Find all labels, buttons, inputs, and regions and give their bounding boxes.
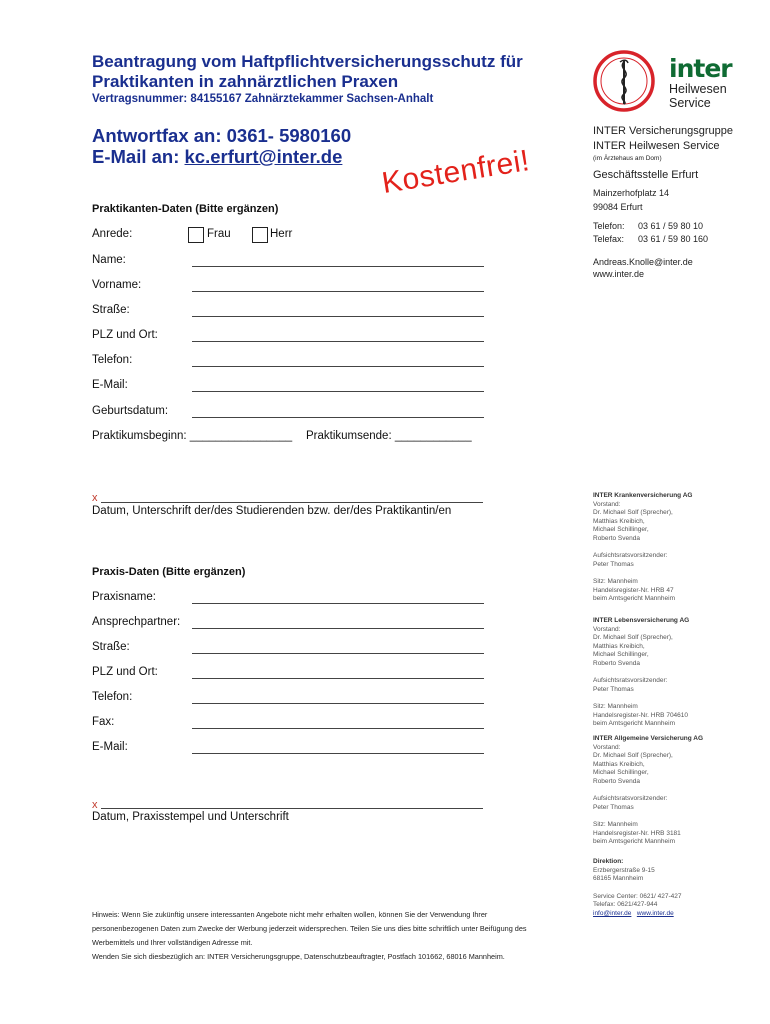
- contact-group: INTER Versicherungsgruppe: [593, 125, 734, 137]
- salutation-row: [92, 228, 492, 244]
- privacy-notice-line: personenbezogenen Daten zum Zwecke der Werbung jederzeit widersprechen. Teilen Sie uns dies bitte schriftlich unter Beifügung des: [92, 924, 527, 933]
- contact-email[interactable]: Andreas.Knolle@inter.de: [593, 257, 693, 267]
- field-label: PLZ und Ort:: [92, 329, 158, 341]
- checkbox-herr[interactable]: [252, 227, 268, 243]
- field-line[interactable]: [192, 703, 484, 704]
- privacy-notice-line: Werbemittels und Ihrer vollständigen Adresse mit.: [92, 938, 253, 947]
- direktion-city: 68165 Mannheim: [593, 875, 644, 882]
- legal-line: Roberto Svenda: [593, 534, 640, 542]
- legal-line: Sitz: Mannheim: [593, 821, 638, 828]
- direktion-web-link[interactable]: www.inter.de: [636, 909, 674, 917]
- direktion-telefax: Telefax: 0621/427-944: [593, 901, 658, 908]
- checkbox-frau[interactable]: [188, 227, 204, 243]
- field-label: Telefon:: [92, 691, 133, 703]
- contract-number: Vertragsnummer: 84155167 Zahnärztekammer Sachsen-Anhalt: [92, 93, 434, 105]
- privacy-notice-line: Hinweis: Wenn Sie zukünftig unsere interessanten Angebote nicht mehr erhalten wollen, können Sie der Verwendung Ihrer: [92, 910, 488, 919]
- field-label: PLZ und Ort:: [92, 666, 158, 678]
- privacy-notice: [92, 908, 562, 964]
- logo-line-service: Service: [669, 96, 711, 110]
- legal-line: beim Amtsgericht Mannheim: [593, 838, 676, 845]
- field-line[interactable]: [192, 678, 484, 679]
- field-line[interactable]: [192, 291, 484, 292]
- practice-section-title: Praxis-Daten (Bitte ergänzen): [92, 566, 246, 578]
- legal-line: Peter Thomas: [593, 803, 634, 811]
- legal-block-kranken: [593, 492, 763, 604]
- legal-block-allgemeine: [593, 735, 763, 847]
- legal-label: Vorstand:: [593, 743, 621, 751]
- contact-office: Geschäftsstelle Erfurt: [593, 169, 699, 181]
- direktion-block: [593, 858, 763, 918]
- practice-signature-line[interactable]: [101, 808, 483, 809]
- legal-company: INTER Allgemeine Versicherung AG: [593, 735, 704, 742]
- contact-web[interactable]: www.inter.de: [593, 269, 645, 279]
- privacy-notice-line: Wenden Sie sich diesbezüglich an: INTER Versicherungsgruppe, Datenschutzbeauftragter, Postfach 101662, 68016 Mannheim.: [92, 952, 505, 961]
- document-title: Beantragung vom Haftpflichtversicherungsschutz für Praktikanten in zahnärztlichen Praxen: [92, 52, 523, 91]
- legal-line: Matthias Kreibich,: [593, 760, 645, 768]
- reply-email-line: [92, 146, 342, 168]
- practice-field-plz-ort[interactable]: [92, 666, 492, 682]
- caduceus-icon: [593, 50, 655, 112]
- field-label: Straße:: [92, 641, 130, 653]
- field-line[interactable]: [192, 653, 484, 654]
- legal-line: Handelsregister-Nr. HRB 47: [593, 586, 674, 594]
- legal-company: INTER Krankenversicherung AG: [593, 492, 693, 499]
- intern-field-telefon[interactable]: [92, 354, 492, 370]
- contact-city: 99084 Erfurt: [593, 202, 643, 212]
- legal-line: Michael Schillinger,: [593, 651, 649, 658]
- practice-signature-mark: x: [92, 799, 98, 811]
- legal-line: beim Amtsgericht Mannheim: [593, 720, 676, 727]
- intern-field-name[interactable]: [92, 254, 492, 270]
- practice-field-ansprechpartner[interactable]: [92, 616, 492, 632]
- intern-section-title: Praktikanten-Daten (Bitte ergänzen): [92, 203, 279, 215]
- direktion-service-center: Service Center: 0621/ 427-427: [593, 892, 682, 900]
- legal-line: Matthias Kreibich,: [593, 517, 645, 525]
- contact-phone-label: Telefon:: [593, 221, 625, 231]
- field-label: Ansprechpartner:: [92, 616, 181, 628]
- direktion-label: Direktion:: [593, 858, 624, 865]
- intern-signature-line[interactable]: [101, 502, 483, 503]
- reply-fax: Antwortfax an: 0361- 5980160: [92, 125, 352, 146]
- free-of-charge-stamp: Kostenfrei!: [379, 144, 532, 201]
- practice-field-email[interactable]: [92, 741, 492, 757]
- field-line[interactable]: [192, 341, 484, 342]
- field-label: Telefon:: [92, 354, 133, 366]
- field-line[interactable]: [192, 316, 484, 317]
- field-label: Fax:: [92, 716, 115, 728]
- legal-line: Roberto Svenda: [593, 659, 640, 667]
- inter-logo: [593, 50, 743, 114]
- contact-fax: 03 61 / 59 80 160: [638, 234, 709, 244]
- contact-service: INTER Heilwesen Service: [593, 140, 720, 152]
- field-label: E-Mail:: [92, 379, 128, 391]
- legal-company: INTER Lebensversicherung AG: [593, 617, 690, 624]
- field-label: Geburtsdatum:: [92, 405, 169, 417]
- legal-label: Vorstand:: [593, 500, 621, 508]
- legal-line: Matthias Kreibich,: [593, 642, 645, 650]
- field-line[interactable]: [192, 266, 484, 267]
- legal-label: Aufsichtsratsvorsitzender:: [593, 677, 668, 684]
- field-line[interactable]: [192, 391, 484, 392]
- field-line[interactable]: [192, 603, 484, 604]
- legal-line: Peter Thomas: [593, 560, 634, 568]
- legal-line: Peter Thomas: [593, 685, 634, 693]
- field-line[interactable]: [192, 366, 484, 367]
- salutation-label: Anrede:: [92, 228, 133, 240]
- practice-field-strasse[interactable]: [92, 641, 492, 657]
- inter-brand: inter: [669, 54, 732, 83]
- legal-line: Handelsregister-Nr. HRB 3181: [593, 829, 681, 837]
- practice-signature-caption: Datum, Praxisstempel und Unterschrift: [92, 811, 289, 823]
- intern-field-strasse[interactable]: [92, 304, 492, 320]
- intern-signature-caption: Datum, Unterschrift der/des Studierenden bzw. der/des Praktikantin/en: [92, 505, 452, 517]
- internship-start-field[interactable]: Praktikumsbeginn: ________________: [92, 430, 293, 442]
- practice-field-fax[interactable]: [92, 716, 492, 732]
- field-label: Straße:: [92, 304, 130, 316]
- field-line[interactable]: [192, 753, 484, 754]
- legal-line: Michael Schillinger,: [593, 526, 649, 533]
- checkbox-herr-label: Herr: [270, 228, 293, 240]
- intern-field-plz-ort[interactable]: [92, 329, 492, 345]
- contact-street: Mainzerhofplatz 14: [593, 188, 670, 198]
- field-line[interactable]: [192, 728, 484, 729]
- intern-field-geburtsdatum[interactable]: [92, 405, 492, 421]
- legal-line: Handelsregister-Nr. HRB 704610: [593, 711, 689, 719]
- legal-line: Dr. Michael Solf (Sprecher),: [593, 509, 673, 516]
- field-label: Name:: [92, 254, 126, 266]
- intern-signature-mark: x: [92, 492, 98, 504]
- reply-email-label: E-Mail an:: [92, 146, 185, 167]
- direktion-email-link[interactable]: info@inter.de: [593, 909, 632, 917]
- contact-fax-label: Telefax:: [593, 234, 625, 244]
- practice-field-telefon[interactable]: [92, 691, 492, 707]
- legal-line: Roberto Svenda: [593, 777, 640, 785]
- field-line[interactable]: [192, 628, 484, 629]
- legal-line: Sitz: Mannheim: [593, 578, 638, 585]
- field-label: E-Mail:: [92, 741, 128, 753]
- internship-end-field[interactable]: Praktikumsende: ____________: [306, 430, 472, 442]
- internship-dates-row[interactable]: [92, 430, 492, 446]
- direktion-street: Erzbergerstraße 9-15: [593, 866, 655, 874]
- field-line[interactable]: [192, 417, 484, 418]
- legal-line: Dr. Michael Solf (Sprecher),: [593, 634, 673, 641]
- legal-label: Aufsichtsratsvorsitzender:: [593, 795, 668, 802]
- legal-line: Michael Schillinger,: [593, 769, 649, 776]
- field-label: Vorname:: [92, 279, 142, 291]
- legal-line: beim Amtsgericht Mannheim: [593, 595, 676, 602]
- legal-label: Aufsichtsratsvorsitzender:: [593, 552, 668, 559]
- contact-phone: 03 61 / 59 80 10: [638, 221, 704, 231]
- reply-email-link[interactable]: kc.erfurt@inter.de: [184, 146, 343, 167]
- logo-line-heilwesen: Heilwesen: [669, 82, 727, 96]
- checkbox-frau-label: Frau: [207, 228, 231, 240]
- field-label: Praxisname:: [92, 591, 156, 603]
- intern-field-vorname[interactable]: [92, 279, 492, 295]
- intern-field-email[interactable]: [92, 379, 492, 395]
- legal-block-leben: [593, 617, 763, 729]
- legal-label: Vorstand:: [593, 625, 621, 633]
- practice-field-praxisname[interactable]: [92, 591, 492, 607]
- legal-line: Dr. Michael Solf (Sprecher),: [593, 752, 673, 759]
- legal-line: Sitz: Mannheim: [593, 703, 638, 710]
- contact-location-note: (im Ärztehaus am Dom): [593, 155, 662, 162]
